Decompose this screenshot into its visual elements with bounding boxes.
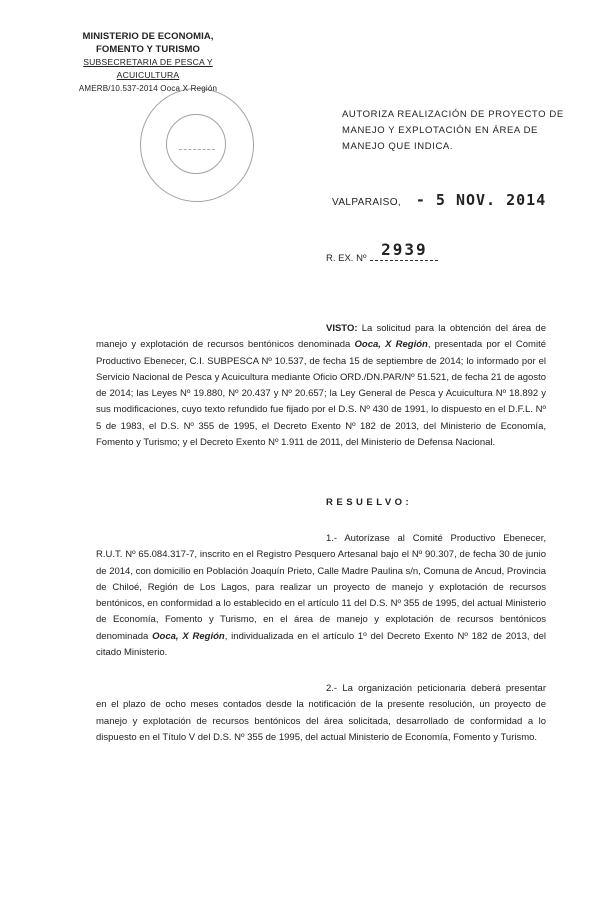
date-stamp: - 5 NOV. 2014 [415,191,547,209]
header-line-3: SUBSECRETARIA DE PESCA Y ACUICULTURA [83,57,213,80]
ministry-header [58,30,238,95]
stamp-signature [179,135,215,150]
article-1 [96,531,546,661]
official-stamp [140,88,254,202]
article-1-text-1: 1.- Autorízase al Comité Productivo Ebenecer, R.U.T. Nº 65.084.317-7, inscrito en el Registro Pesquero Artesanal bajo el Nº 90.307, de fecha 30 de junio de 2014, con domicilio en Población Joaquín Prieto, Calle Madre Paulina s/n, Comuna de Ancud, Provincia de Chiloé, Región de Los Lagos, para realizar un proyecto de manejo y explotación de recursos bentónicos, en conformidad a lo establecido en el artículo 11 del D.S. Nº 355 de 1995, del actual Ministerio de Economía, Fomento y Turismo, en el área de manejo y explotación de recursos bentónicos denominada [96,533,546,642]
article-2-text: 2.- La organización peticionaria deberá presentar en el plazo de ocho meses contados desde la notificación de la presente resolución, un proyecto de manejo y explotación de recursos bentónicos del área solicitada, desarrollado de conformidad a lo dispuesto en el Título V del D.S. Nº 355 de 1995, del actual Ministerio de Economía, Fomento y Turismo. [96,683,546,743]
visto-text-1: La solicitud para la obtención del área de manejo y explotación de recursos bentónicos denominada [96,323,546,351]
rex-number: 2939 [381,240,428,259]
place-label: VALPARAISO, [332,197,402,208]
article-1-area-name: Ooca, X Región [152,630,225,642]
visto-label: VISTO: [326,323,358,334]
article-1-text-2: , individualizada en el artículo 1º del Decreto Exento Nº 182 de 2013, del citado Ministerio. [96,630,546,659]
resolution-number [326,240,428,265]
resolution-subject: AUTORIZA REALIZACIÓN DE PROYECTO DE MANEJO Y EXPLOTACIÓN EN ÁREA DE MANEJO QUE INDICA. [342,109,564,152]
article-2 [96,681,546,746]
rex-label: R. EX. Nº [326,253,367,264]
header-reference: AMERB/10.537-2014 Ooca X Región [78,84,218,93]
place-date [332,191,546,209]
visto-area-name: Ooca, X Región [354,339,428,351]
resuelvo-heading: RESUELVO: [326,497,413,508]
header-line-1: MINISTERIO DE ECONOMIA, [82,31,214,42]
visto-paragraph [96,321,546,451]
header-line-2: FOMENTO Y TURISMO [95,44,201,55]
visto-text-2: , presentada por el Comité Productivo Ebenecer, C.I. SUBPESCA Nº 10.537, de fecha 15 de septiembre de 2014; lo informado por el Servicio Nacional de Pesca y Acuicultura mediante Oficio ORD./DN.PAR/Nº 51.521, de fecha 21 de agosto de 2014; las Leyes Nº 19.880, Nº 20.437 y Nº 20.657; la Ley General de Pesca y Acuicultura Nº 18.892 y sus modificaciones, cuyo texto refundido fue fijado por el D.S. Nº 430 de 1991, lo dispuesto en el D.F.L. Nº 5 de 1983, el D.S. Nº 355 de 1995, el Decreto Exento Nº 182 de 2013, del Ministerio de Economía, Fomento y Turismo; y el Decreto Exento Nº 1.911 de 2011, del Ministerio de Defensa Nacional. [96,339,546,449]
rex-underline [370,260,438,261]
